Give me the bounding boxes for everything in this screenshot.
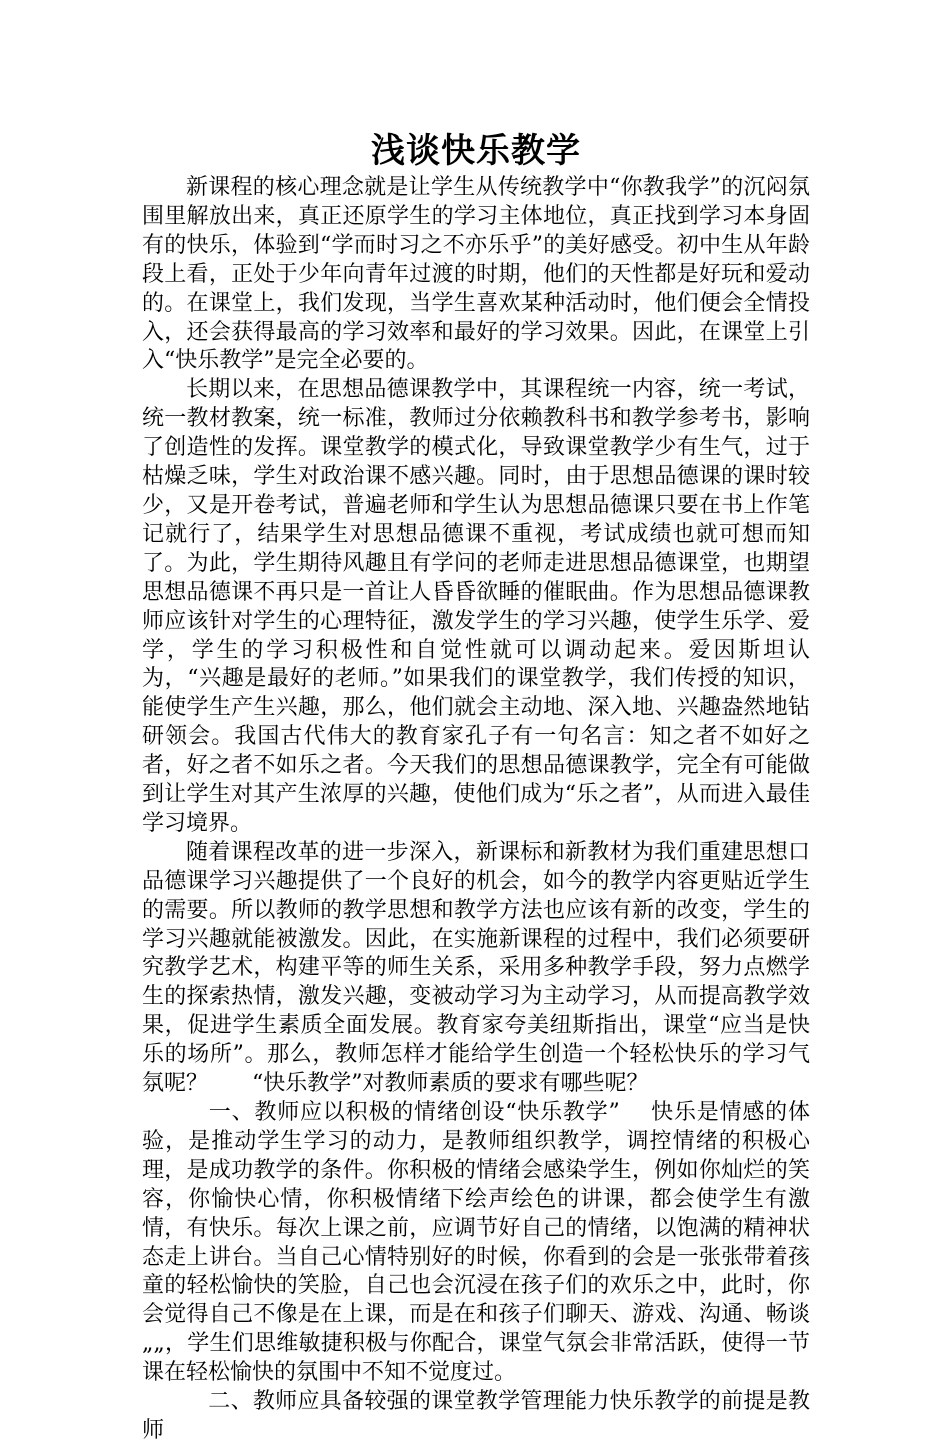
paragraph-4: 一、教师应以积极的情绪创设“快乐教学” 快乐是情感的体验，是推动学生学习的动力，是教师组织教学，调控情绪的积极心理，是成功教学的条件。你积极的情绪会感染学生，例如你灿烂的笑容，你愉快心情，你积极情绪下绘声绘色的讲课，都会使学生有激情，有快乐。每次上课之前，应调节好自己的情绪，以饱满的精神状态走上讲台。当自己心情特别好的时候，你看到的会是一张张带着孩童的轻松愉快的笑脸，自己也会沉浸在孩子们的欢乐之中，此时，你会觉得自己不像是在上课，而是在和孩子们聊天、游戏、沟通、畅谈„„，学生们思维敏捷积极与你配合，课堂气氛会非常活跃，使得一节课在轻松愉快的氛围中不知不觉度过。	[142, 1100, 810, 1386]
paragraph-5: 二、教师应具备较强的课堂教学管理能力快乐教学的前提是教师	[142, 1389, 810, 1443]
paragraph-3: 随着课程改革的进一步深入，新课标和新教材为我们重建思想口品德课学习兴趣提供了一个良好的机会，如今的教学内容更贴近学生的需要。所以教师的教学思想和教学方法也应该有新的改变，学生的学习兴趣就能被激发。因此，在实施新课程的过程中，我们必须要研究教学艺术，构建平等的师生关系，采用多种教学手段，努力点燃学生的探索热情，激发兴趣，变被动学习为主动学习，从而提高教学效果，促进学生素质全面发展。教育家夸美纽斯指出，课堂“应当是快乐的场所”。那么，教师怎样才能给学生创造一个轻松快乐的学习气氛呢？ “快乐教学”对教师素质的要求有哪些呢？	[142, 839, 810, 1097]
paragraph-2: 长期以来，在思想品德课教学中，其课程统一内容，统一考试，统一教材教案，统一标准，教师过分依赖教科书和教学参考书，影响了创造性的发挥。课堂教学的模式化，导致课堂教学少有生气，过于枯燥乏味，学生对政治课不感兴趣。同时，由于思想品德课的课时较少，又是开卷考试，普遍老师和学生认为思想品德课只要在书上作笔记就行了，结果学生对思想品德课不重视，考试成绩也就可想而知了。为此，学生期待风趣且有学问的老师走进思想品德课堂，也期望思想品德课不再只是一首让人昏昏欲睡的催眠曲。作为思想品德课教师应该针对学生的心理特征，激发学生的学习兴趣，使学生乐学、爱学，学生的学习积极性和自觉性就可以调动起来。爱因斯坦认为，“兴趣是最好的老师。”如果我们的课堂教学，我们传授的知识，能使学生产生兴趣，那么，他们就会主动地、深入地、兴趣盎然地钻研领会。我国古代伟大的教育家孔子有一句名言：知之者不如好之者，好之者不如乐之者。今天我们的思想品德课教学，完全有可能做到让学生对其产生浓厚的兴趣，使他们成为“乐之者”，从而进入最佳学习境界。	[142, 377, 810, 836]
paragraph-1: 新课程的核心理念就是让学生从传统教学中“你教我学”的沉闷氛围里解放出来，真正还原学生的学习主体地位，真正找到学习本身固有的快乐，体验到“学而时习之不亦乐乎”的美好感受。初中生从年龄段上看，正处于少年向青年过渡的时期，他们的天性都是好玩和爱动的。在课堂上，我们发现，当学生喜欢某种活动时，他们便会全情投入，还会获得最高的学习效率和最好的学习效果。因此，在课堂上引入“快乐教学”是完全必要的。	[142, 175, 810, 374]
document-page	[142, 128, 810, 1446]
document-title: 浅谈快乐教学	[371, 131, 581, 171]
